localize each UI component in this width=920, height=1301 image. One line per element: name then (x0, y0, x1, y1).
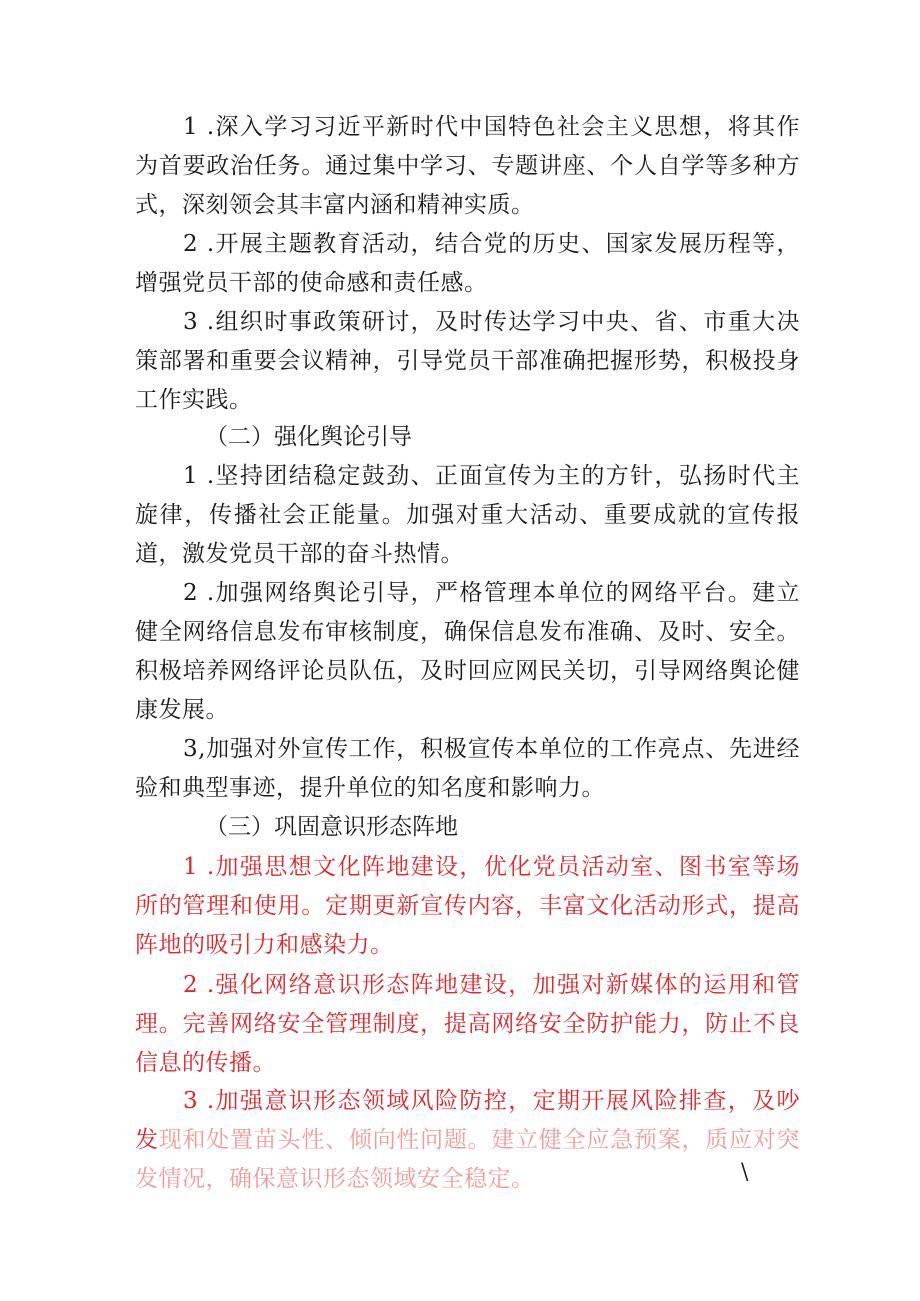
paragraph-1-2: 2 .开展主题教育活动，结合党的历史、国家发展历程等，增强党员干部的使命感和责任感。 (135, 231, 800, 296)
section-heading-2: （二）强化舆论引导 (205, 424, 412, 450)
paragraph-3-1: 1 .加强思想文化阵地建设，优化党员活动室、图书室等场所的管理和使用。定期更新宣传内容，丰富文化活动形式，提高阵地的吸引力和感染力。 (135, 854, 800, 958)
paragraph-2-3: 3,加强对外宣传工作，积极宣传本单位的工作亮点、先进经验和典型事迹，提升单位的知名度和影响力。 (135, 736, 800, 801)
paragraph-3-2: 2 .强化网络意识形态阵地建设，加强对新媒体的运用和管理。完善网络安全管理制度，提高网络安全防护能力，防止不良信息的传播。 (135, 972, 800, 1076)
paragraph-2-2: 2 .加强网络舆论引导，严格管理本单位的网络平台。建立健全网络信息发布审核制度，确保信息发布准确、及时、安全。积极培养网络评论员队伍，及时回应网民关切，引导网络舆论健康发展。 (135, 580, 800, 723)
paragraph-2-1: 1 .坚持团结稳定鼓劲、正面宣传为主的方针，弘扬时代主旋律，传播社会正能量。加强对重大活动、重要成就的宣传报道，激发党员干部的奋斗热情。 (135, 463, 800, 567)
paragraph-3-3 (135, 1082, 800, 1199)
stray-backslash-mark: \ (741, 1160, 749, 1185)
section-heading-3: （三）巩固意识形态阵地 (205, 814, 458, 840)
paragraph-1-3: 3 .组织时事政策研讨，及时传达学习中央、省、市重大决策部署和重要会议精神，引导党员干部准确把握形势，积极投身工作实践。 (135, 309, 800, 413)
paragraph-1-1: 1 .深入学习习近平新时代中国特色社会主义思想，将其作为首要政治任务。通过集中学习、专题讲座、个人自学等多种方式，深刻领会其丰富内涵和精神实质。 (135, 114, 800, 218)
paragraph-3-3-tail: 现和处置苗头性、倾向性问题。建立健全应急预案，质应对突发情况，确保意识形态领域安全稳定。 (135, 1127, 801, 1192)
paragraph-3-3-head: 3 .加强意识形态领域风险防控，定期开展风险排查，及吵发 (135, 1088, 800, 1153)
